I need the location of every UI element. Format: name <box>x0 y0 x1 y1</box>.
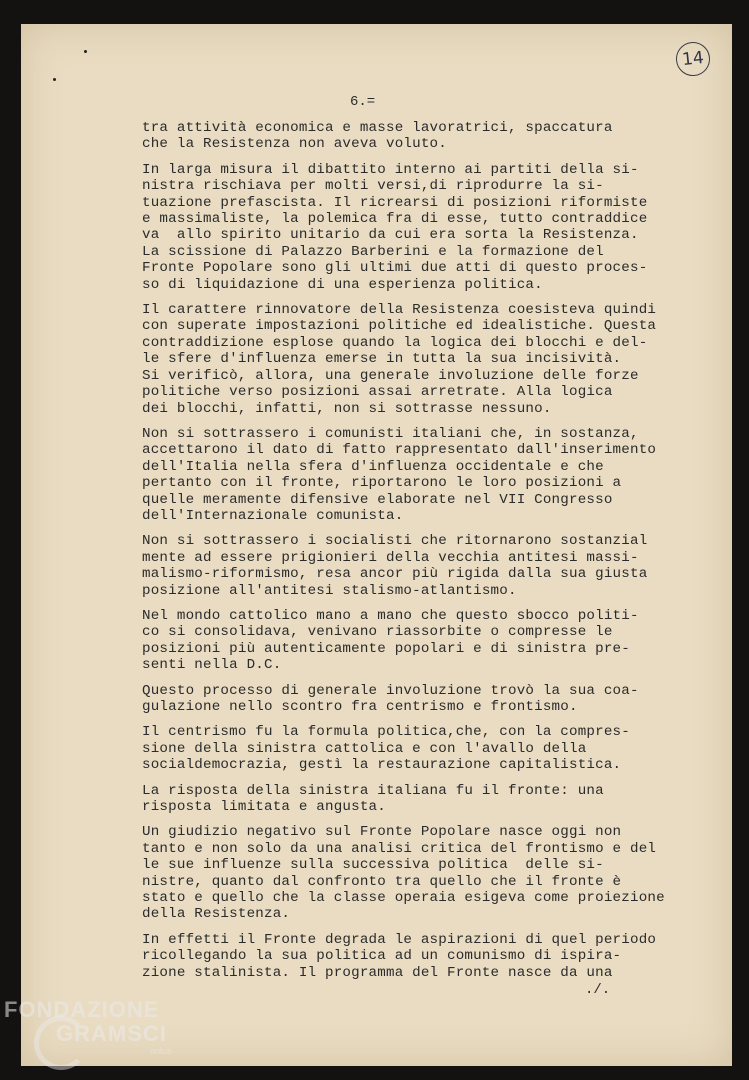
text-line: sione della sinistra cattolica e con l'avallo della <box>142 740 587 757</box>
body-text <box>142 120 665 990</box>
text-line: In larga misura il dibattito interno ai partiti della si- <box>142 161 639 178</box>
ink-dot <box>84 50 87 53</box>
folio-number: 6.= <box>350 94 376 110</box>
text-line: e massimaliste, la polemica fra di esse, tutto contraddice <box>142 211 648 228</box>
paragraph <box>142 426 662 524</box>
text-line: gulazione nello scontro fra centrismo e frontismo. <box>142 699 578 715</box>
text-line: Non si sottrassero i comunisti italiani che, in sostanza, <box>142 425 639 442</box>
text-line: dell'Internazionale comunista. <box>142 507 404 524</box>
watermark-ring-icon <box>34 1016 88 1070</box>
paragraph <box>142 608 662 674</box>
text-line: zione stalinista. Il programma del Fronte nasce da una <box>142 964 613 981</box>
paragraph <box>142 824 665 923</box>
text-line: tanto e non solo da una analisi critica del frontismo e del <box>142 840 657 857</box>
paragraph <box>142 683 662 716</box>
text-line: La risposta della sinistra italiana fu il fronte: una <box>142 782 604 799</box>
text-line: risposta limitata e angusta. <box>142 799 386 816</box>
text-line: dei blocchi, infatti, non si sottrasse nessuno. <box>142 400 552 417</box>
text-line: che la Resistenza non aveva voluto. <box>142 136 447 153</box>
text-line: mente ad essere prigionieri della vecchia antitesi massi- <box>142 549 639 566</box>
text-line: tuazione prefascista. Il ricrearsi di posizioni riformiste <box>142 194 648 211</box>
text-line: so di liquidazione di una esperienza politica. <box>142 276 543 293</box>
paragraph <box>142 302 662 417</box>
text-line: Fronte Popolare sono gli ultimi due atti di questo proces- <box>142 260 648 277</box>
text-line: La scissione di Palazzo Barberini e la formazione del <box>142 243 604 260</box>
text-line: Nel mondo cattolico mano a mano che questo sbocco politi- <box>142 607 639 624</box>
text-line: della Resistenza. <box>142 906 291 923</box>
text-line: Un giudizio negativo sul Fronte Popolare nasce oggi non <box>142 824 622 841</box>
text-line: posizioni più autenticamente popolari e di sinistra pre- <box>142 640 630 657</box>
text-line: Il carattere rinnovatore della Resistenza coesisteva quindi <box>142 302 657 319</box>
text-line: con superate impostazioni politiche ed idealistiche. Questa <box>142 318 657 335</box>
text-line: dell'Italia nella sfera d'influenza occidentale e che <box>142 458 604 475</box>
text-line: Non si sottrassero i socialisti che ritornarono sostanzial <box>142 533 648 550</box>
text-line: le sue influenze sulla successiva politica delle si- <box>142 857 604 874</box>
closing-mark: ./. <box>585 982 611 998</box>
text-line: Questo processo di generale involuzione trovò la sua coa- <box>142 682 639 699</box>
text-line: accettarono il dato di fatto rappresentato dall'inserimento <box>142 442 657 459</box>
text-line: va allo spirito unitario da cui era sorta la Resistenza. <box>142 227 639 244</box>
text-line: socialdemocrazia, gestì la restaurazione capitalistica. <box>142 757 622 774</box>
text-line: nistra rischiava per molti versi,di riprodurre la si- <box>142 178 604 195</box>
page-number-stamp: 14 <box>674 40 711 77</box>
text-line: Il centrismo fu la formula politica,che, con la compres- <box>142 724 630 741</box>
text-line: le sfere d'influenza emerse in tutta la sua incisività. <box>142 351 622 368</box>
text-line: contraddizione esplose quando la logica dei blocchi e del- <box>142 334 648 351</box>
text-line: pertanto con il fronte, riportarono le loro posizioni a <box>142 475 622 492</box>
text-line: Si verificò, allora, una generale involuzione delle forze <box>142 367 639 384</box>
watermark-line2: GRAMSCI <box>56 1021 167 1046</box>
ink-dot <box>53 78 56 81</box>
paragraph <box>142 533 662 599</box>
text-line: In effetti il Fronte degrada le aspirazioni di quel periodo <box>142 931 657 948</box>
text-line: ricollegando la sua politica ad un comunismo di ispira- <box>142 948 622 965</box>
text-line: posizione all'antitesi stalismo-atlantismo. <box>142 582 517 599</box>
watermark-logo <box>4 998 172 1056</box>
paragraph <box>142 932 662 981</box>
watermark-line1: FONDAZIONE <box>4 997 160 1022</box>
paragraph <box>142 783 662 816</box>
text-line: stato e quello che la classe operaia esigeva come proiezione <box>142 890 665 907</box>
text-line: nistre, quanto dal confronto tra quello che il fronte è <box>142 873 622 890</box>
text-line: co si consolidava, venivano riassorbite o compresse le <box>142 624 613 641</box>
paragraph <box>142 724 662 773</box>
paragraph <box>142 120 662 153</box>
text-line: malismo-riformismo, resa ancor più rigida dalla sua giusta <box>142 566 648 583</box>
watermark-sub: onlus <box>150 1046 172 1056</box>
text-line: politiche verso posizioni assai arretrate. Alla logica <box>142 384 613 401</box>
text-line: quelle meramente difensive elaborate nel VII Congresso <box>142 491 613 508</box>
text-line: senti nella D.C. <box>142 657 282 674</box>
paragraph <box>142 162 662 293</box>
text-line: tra attività economica e masse lavoratrici, spaccatura <box>142 120 613 136</box>
